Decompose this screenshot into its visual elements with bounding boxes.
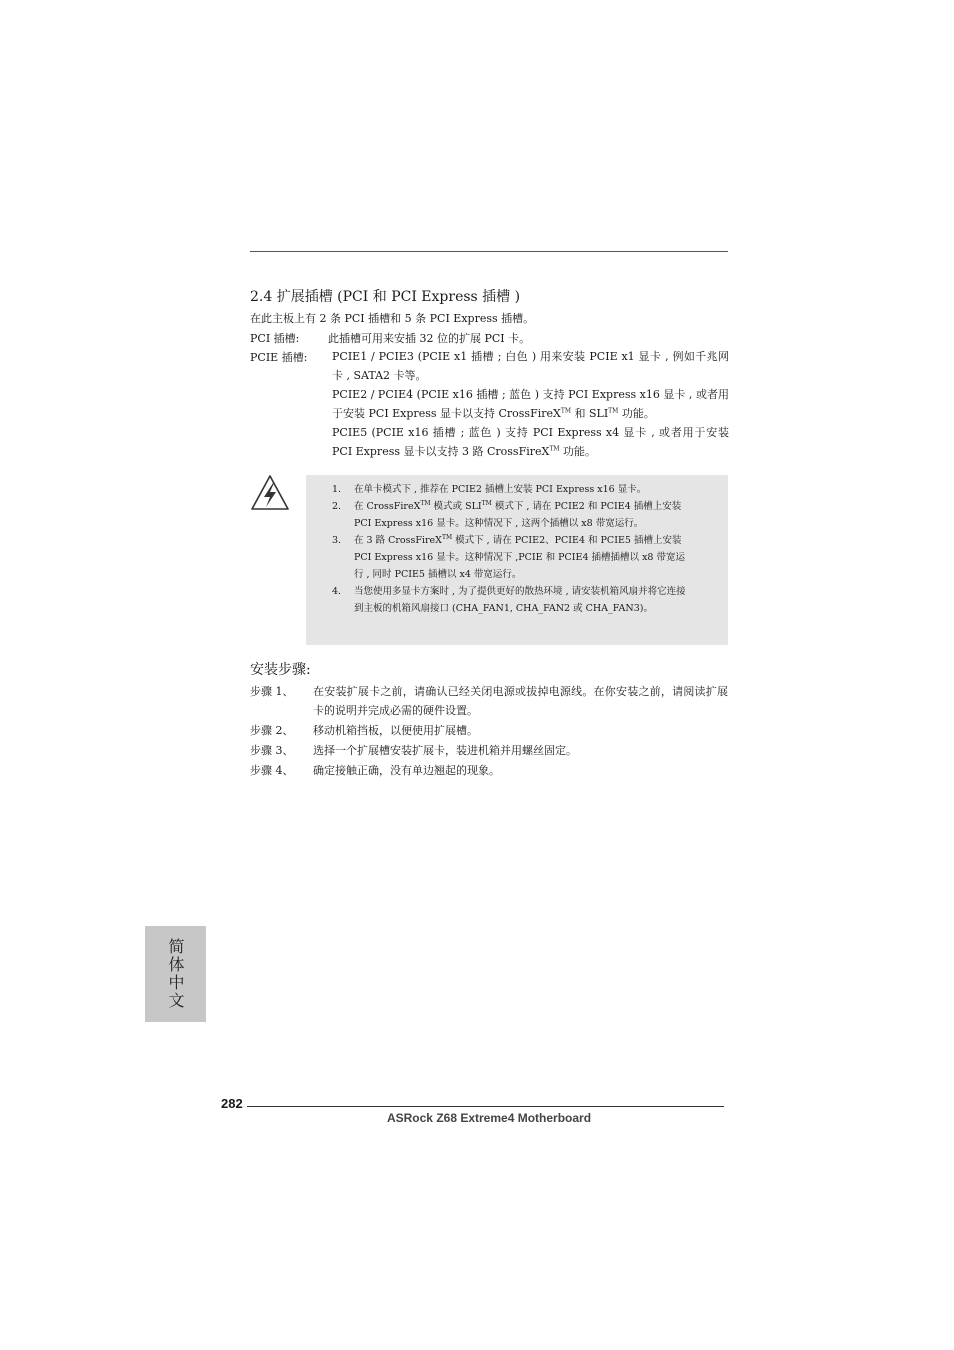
trademark-mark: TM	[560, 407, 571, 415]
pcie-para-x4-text-b: 功能。	[562, 445, 596, 458]
note-text-a: 在 3 路 CrossFireX	[354, 535, 442, 546]
step-text: 在安装扩展卡之前，请确认已经关闭电源或拔掉电源线。在你安装之前，请阅读扩展卡的说明并完成必需的硬件设置。	[313, 685, 728, 717]
trademark-mark: TM	[481, 499, 492, 507]
install-step	[250, 741, 728, 760]
install-steps	[250, 682, 728, 781]
note-number: 3.	[332, 535, 342, 546]
note-text-b: 模式或 SLI	[433, 501, 482, 512]
pcie-para-x16-text-b: 和 SLI	[574, 407, 609, 420]
pcie-para-x1: PCIE1 / PCIE3 (PCIE x1 插槽 ; 白色 ) 用来安装 PCIE x1 显卡 , 例如千兆网卡 , SATA2 卡等。	[332, 350, 729, 382]
step-label: 步骤 1、	[250, 685, 294, 698]
warning-lightning-icon	[250, 474, 290, 512]
note-item-1	[332, 481, 692, 498]
note-number: 1.	[332, 484, 342, 495]
pcie-slot-descriptions	[332, 347, 729, 461]
note-text-a: 在 CrossFireX	[354, 501, 421, 512]
pci-slot-description: 此插槽可用来安插 32 位的扩展 PCI 卡。	[328, 332, 531, 345]
pci-slot-label: PCI 插槽:	[250, 332, 300, 345]
pcie-para-x16	[332, 385, 729, 423]
pcie-para-x16-text-c: 功能。	[621, 407, 655, 420]
note-item-2	[332, 498, 692, 532]
step-text: 选择一个扩展槽安装扩展卡，装进机箱并用螺丝固定。	[313, 744, 577, 757]
step-label: 步骤 4、	[250, 764, 294, 777]
trademark-mark: TM	[420, 499, 431, 507]
install-step	[250, 682, 728, 720]
page-number: 282	[221, 1096, 243, 1111]
footer-product: ASRock Z68 Extreme4 Motherboard	[386, 1111, 592, 1125]
step-label: 步骤 2、	[250, 724, 294, 737]
install-step	[250, 761, 728, 780]
note-number: 4.	[332, 586, 342, 597]
note-text: 在单卡模式下 , 推荐在 PCIE2 插槽上安装 PCI Express x16 显卡。	[354, 484, 647, 495]
note-number: 2.	[332, 501, 342, 512]
note-text: 当您使用多显卡方案时 , 为了提供更好的散热环境 , 请安装机箱风扇并将它连接到主板的机箱风扇接口 (CHA_FAN1, CHA_FAN2 或 CHA_FAN3)。	[354, 586, 686, 614]
trademark-mark: TM	[549, 445, 560, 453]
note-list	[332, 481, 692, 617]
trademark-mark: TM	[608, 407, 619, 415]
footer-rule	[247, 1106, 724, 1107]
language-side-tab-label: 简体中文	[166, 938, 185, 1010]
note-text-c: 模式下 , 请在 PCIE2 和 PCIE4 插槽上安装 PCI Express x16 显卡。这种情况下 , 这两个插槽以 x8 带宽运行。	[354, 501, 682, 529]
section-title: 2.4 扩展插槽 (PCI 和 PCI Express 插槽 )	[250, 289, 521, 305]
trademark-mark: TM	[441, 533, 453, 541]
language-side-tab	[145, 926, 206, 1022]
note-box	[306, 475, 728, 645]
pcie-para-x4-text-a: PCIE5 (PCIE x16 插槽 ; 蓝色 ) 支持 PCI Express x4 显卡 , 或者用于安装 PCI Express 显卡以支持 3 路 CrossFireX	[332, 426, 729, 458]
note-text-b: 模式下 , 请在 PCIE2、PCIE4 和 PCIE5 插槽上安装 PCI Express x16 显卡。这种情况下 ,PCIE 和 PCIE4 插槽插槽以 x8 带宽运行 , 同时 PCIE5 插槽以 x4 带宽运行。	[354, 535, 685, 580]
step-text: 确定接触正确，没有单边翘起的现象。	[313, 764, 500, 777]
step-text: 移动机箱挡板，以便使用扩展槽。	[313, 724, 478, 737]
note-item-4	[332, 583, 692, 617]
pcie-slot-label: PCIE 插槽:	[250, 351, 308, 364]
install-title: 安装步骤:	[250, 662, 311, 678]
pcie-para-x16-text-a: PCIE2 / PCIE4 (PCIE x16 插槽 ; 蓝色 ) 支持 PCI Express x16 显卡 , 或者用于安装 PCI Express 显卡以支持 CrossFireX	[332, 388, 729, 420]
pcie-para-x4	[332, 423, 729, 461]
step-label: 步骤 3、	[250, 744, 294, 757]
top-rule	[250, 251, 728, 252]
note-item-3	[332, 532, 692, 583]
section-intro: 在此主板上有 2 条 PCI 插槽和 5 条 PCI Express 插槽。	[250, 312, 535, 325]
install-step	[250, 721, 728, 740]
